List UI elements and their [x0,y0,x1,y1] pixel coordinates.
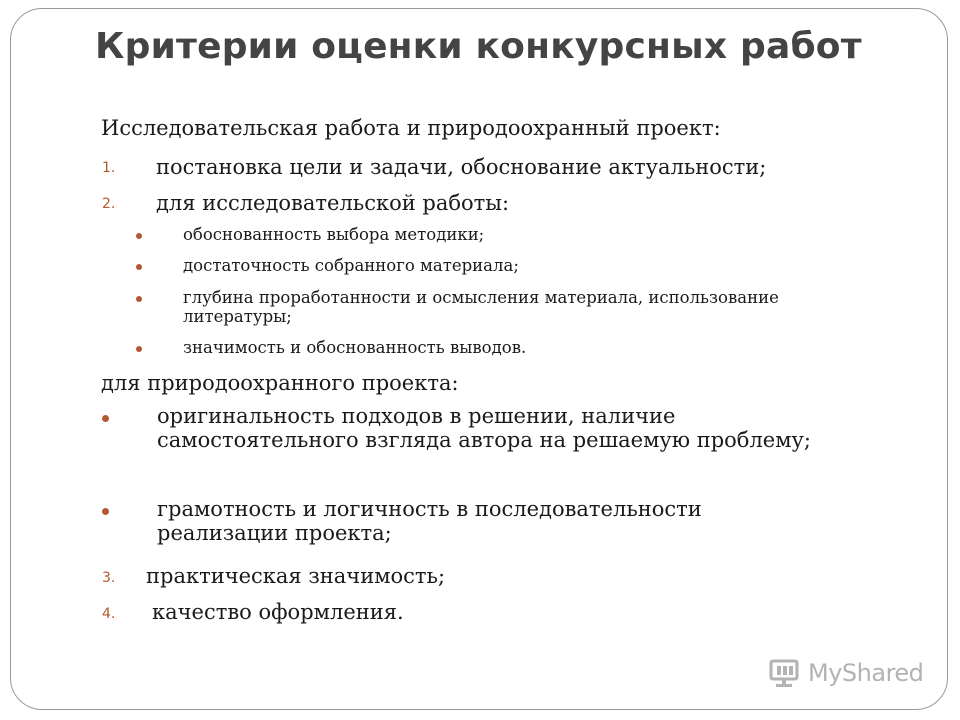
slide-frame [10,8,948,710]
list-item: практическая значимость; [146,564,446,588]
bullet-icon [136,233,142,239]
list-item: обоснованность выбора методики; [183,225,485,244]
logo-text: MyShared [808,659,924,687]
list-number: 2. [102,196,116,212]
intro-text: Исследовательская работа и природоохранный проект: [101,116,721,140]
list-number: 1. [102,160,116,176]
list-item: достаточность собранного материала; [183,256,519,275]
myshared-logo [768,656,923,690]
bullet-icon [102,508,109,515]
list-item: значимость и обоснованность выводов. [183,338,527,357]
slides-logo-icon [768,657,802,689]
slide-title: Критерии оценки конкурсных работ [95,26,862,67]
bullet-icon [102,415,109,422]
list-item: грамотность и логичность в последовательности реализации проекта; [157,497,702,545]
bullet-icon [136,346,142,352]
list-item: постановка цели и задачи, обоснование актуальности; [156,155,767,179]
list-item: для исследовательской работы: [156,191,510,215]
list-number: 4. [102,606,116,622]
bullet-icon [136,264,142,270]
list-item: оригинальность подходов в решении, наличие самостоятельного взгляда автора на решаемую проблему; [157,404,811,452]
list-number: 3. [102,570,116,586]
bullet-icon [136,296,142,302]
project-heading: для природоохранного проекта: [101,371,459,395]
list-item: глубина проработанности и осмысления материала, использование литературы; [183,288,779,326]
list-item: качество оформления. [152,600,404,624]
